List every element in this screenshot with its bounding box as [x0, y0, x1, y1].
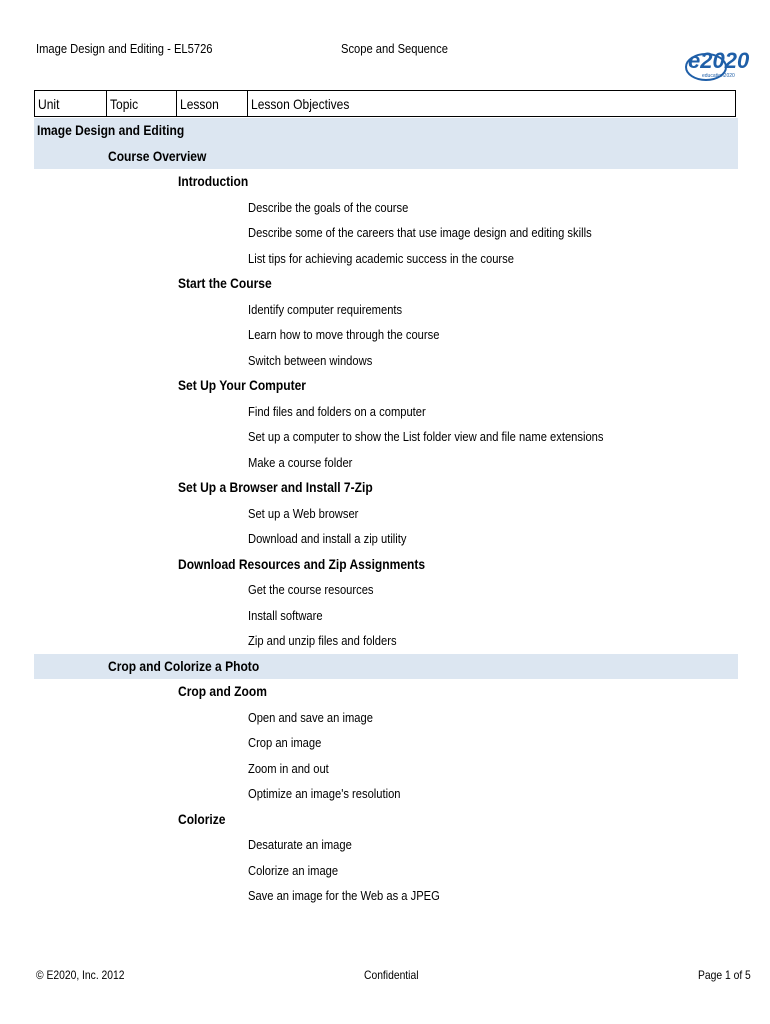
objective-row: [34, 603, 738, 629]
unit-row: [34, 118, 738, 144]
col-lesson-objectives: Lesson Objectives: [251, 96, 350, 112]
objective-row: [34, 195, 738, 221]
lesson-title: Set Up Your Computer: [178, 377, 306, 393]
logo-subtext: education2020: [702, 73, 735, 79]
lesson-title: Crop and Zoom: [178, 683, 267, 699]
objective-text: Get the course resources: [248, 582, 374, 597]
lesson-title: Download Resources and Zip Assignments: [178, 555, 426, 572]
lesson-row: [34, 169, 738, 195]
col-unit: Unit: [35, 91, 107, 116]
objective-row: [34, 526, 738, 552]
objective-row: [34, 220, 738, 246]
objective-text: Set up a computer to show the List folder view and file name extensions: [248, 429, 604, 444]
objective-row: [34, 348, 738, 374]
objective-text: Crop an image: [248, 735, 322, 750]
objective-text: Install software: [248, 607, 323, 623]
lesson-title: Introduction: [178, 173, 249, 189]
logo-mark: e2020: [688, 48, 750, 73]
document-title: Image Design and Editing - EL5726: [36, 41, 213, 56]
col-topic: Topic: [107, 91, 177, 116]
topic-row: [34, 144, 738, 170]
lesson-row: [34, 807, 738, 833]
objective-row: [34, 501, 738, 527]
lesson-title: Colorize: [178, 810, 226, 827]
scope-sequence-table: [34, 118, 738, 909]
objective-text: Open and save an image: [248, 709, 373, 725]
objective-text: Make a course folder: [248, 454, 353, 470]
objective-text: Find files and folders on a computer: [248, 403, 426, 419]
col-lesson: Lesson: [177, 91, 248, 116]
objective-text: Optimize an image's resolution: [248, 786, 401, 801]
objective-text: Switch between windows: [248, 352, 373, 368]
objective-text: List tips for achieving academic success in the course: [248, 250, 514, 266]
objective-row: [34, 832, 738, 858]
objective-row: [34, 628, 738, 654]
objective-text: Download and install a zip utility: [248, 531, 407, 546]
objective-row: [34, 730, 738, 756]
objective-text: Colorize an image: [248, 862, 339, 878]
objective-text: Describe the goals of the course: [248, 199, 409, 215]
objective-row: [34, 858, 738, 884]
objective-row: [34, 246, 738, 272]
objective-row: [34, 883, 738, 909]
objective-row: [34, 756, 738, 782]
lesson-row: [34, 679, 738, 705]
document-subtitle: Scope and Sequence: [341, 41, 448, 56]
footer-page-number: Page 1 of 5: [698, 968, 751, 982]
objective-row: [34, 450, 738, 476]
objective-row: [34, 705, 738, 731]
lesson-row: [34, 475, 738, 501]
e2020-logo: [684, 44, 750, 84]
lesson-title: Set Up a Browser and Install 7-Zip: [178, 479, 373, 495]
objective-text: Set up a Web browser: [248, 505, 359, 521]
objective-text: Save an image for the Web as a JPEG: [248, 888, 440, 903]
objective-text: Describe some of the careers that use image design and editing skills: [248, 225, 592, 240]
objective-text: Identify computer requirements: [248, 301, 403, 317]
objective-row: [34, 577, 738, 603]
lesson-row: [34, 373, 738, 399]
footer-confidential: Confidential: [364, 968, 419, 982]
objective-row: [34, 424, 738, 450]
lesson-row: [34, 271, 738, 297]
footer-copyright: © E2020, Inc. 2012: [36, 968, 125, 982]
objective-text: Desaturate an image: [248, 837, 352, 852]
objective-row: [34, 399, 738, 425]
objective-text: Zip and unzip files and folders: [248, 633, 397, 648]
topic-title: Crop and Colorize a Photo: [108, 657, 260, 674]
topic-row: [34, 654, 738, 680]
lesson-title: Start the Course: [178, 275, 272, 291]
table-header: [34, 90, 736, 117]
topic-title: Course Overview: [108, 147, 207, 164]
lesson-row: [34, 552, 738, 578]
objective-text: Learn how to move through the course: [248, 327, 440, 342]
objective-text: Zoom in and out: [248, 760, 329, 776]
objective-row: [34, 781, 738, 807]
objective-row: [34, 322, 738, 348]
objective-row: [34, 297, 738, 323]
unit-title: Image Design and Editing: [37, 122, 185, 138]
